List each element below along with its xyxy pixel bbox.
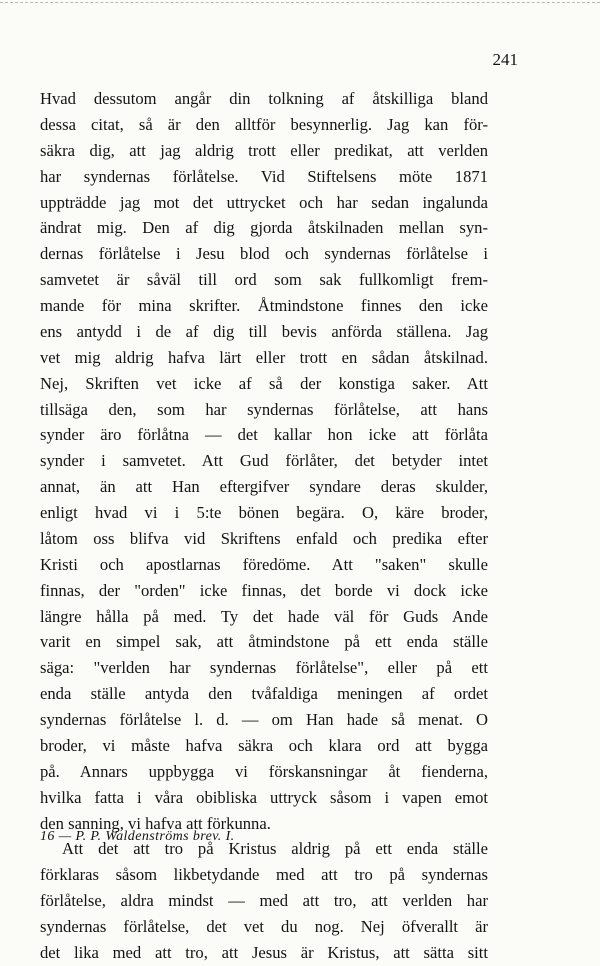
text-line: längre hålla på med. Ty det hade väl för Guds Ande	[40, 606, 488, 626]
text-line: varit en simpel sak, att åtmindstone på ett enda ställe	[40, 632, 488, 652]
text-line: har syndernas förlåtelse. Vid Stiftelsens möte 1871	[40, 166, 488, 186]
footer-signature: 16 — P. P. Waldenströms brev. I.	[40, 829, 235, 844]
text-line: broder, vi måste hafva säkra och klara ord att bygga	[40, 735, 488, 755]
text-line: synder äro förlåtna — det kallar hon icke att förlåta	[40, 425, 488, 445]
text-line: säga: "verlden har syndernas förlåtelse", eller på ett	[40, 658, 488, 678]
scan-top-edge	[0, 2, 600, 3]
text-line: hvilka fatta i våra obibliska uttryck såsom i vapen emot	[40, 787, 488, 807]
text-line: syndernas förlåtelse l. d. — om Han hade så menat. O	[40, 710, 488, 729]
text-line: på. Annars uppbygga vi förskansningar åt fienderna,	[40, 761, 488, 781]
text-line: enligt hvad vi i 5:te bönen begära. O, käre broder,	[40, 503, 488, 522]
text-line: tillsäga den, som har syndernas förlåtelse, att hans	[40, 399, 488, 419]
text-line: ens antydd i de af dig till bevis anförda ställena. Jag	[40, 321, 488, 341]
text-line: syndernas förlåtelse, det vet du nog. Nej öfverallt är	[40, 917, 488, 936]
text-line: ändrat mig. Den af dig gjorda åtskilnaden mellan syn-	[40, 218, 488, 238]
text-line: låtom oss blifva vid Skriftens enfald och predika efter	[40, 528, 488, 548]
text-line: Hvad dessutom angår din tolkning af åtskilliga bland	[40, 89, 488, 108]
text-line: samvetet är såväl till ord som sak fullkomligt frem-	[40, 270, 488, 290]
text-line: uppträdde jag mot det uttrycket och har sedan ingalunda	[40, 192, 488, 212]
text-line: den sanning, vi hafva att förkunna.	[40, 813, 271, 833]
text-line: dernas förlåtelse i Jesu blod och syndernas förlåtelse i	[40, 244, 488, 264]
text-line: förklaras såsom likbetydande med att tro på syndernas	[40, 865, 488, 885]
text-line: annat, än att Han eftergifver syndare deras skulder,	[40, 477, 488, 497]
text-line: enda ställe antyda den tvåfaldiga meningen af ordet	[40, 684, 488, 704]
text-line: säkra dig, att jag aldrig trott eller predikat, att verlden	[40, 140, 488, 160]
text-line: mande för mina skrifter. Åtmindstone finnes den icke	[40, 296, 488, 315]
text-line: vet mig aldrig hafva lärt eller trott en sådan åtskilnad.	[40, 347, 488, 367]
text-line: Nej, Skriften vet icke af så der konstiga saker. Att	[40, 373, 488, 393]
text-line: synder i samvetet. Att Gud förlåter, det betyder intet	[40, 451, 488, 471]
text-line: det lika med att tro, att Jesus är Kristus, att sätta sitt	[40, 942, 488, 962]
text-line: finnas, der "orden" icke finnas, det borde vi dock icke	[40, 580, 488, 600]
text-line: dessa citat, så är den alltför besynnerlig. Jag kan för-	[40, 114, 488, 134]
text-line: förlåtelse, aldra mindst — med att tro, att verlden har	[40, 891, 488, 911]
page-number: 241	[492, 50, 518, 69]
text-line: Kristi och apostlarnas föredöme. Att "saken" skulle	[40, 554, 488, 574]
text-line: Att det att tro på Kristus aldrig på ett enda ställe	[62, 839, 488, 859]
